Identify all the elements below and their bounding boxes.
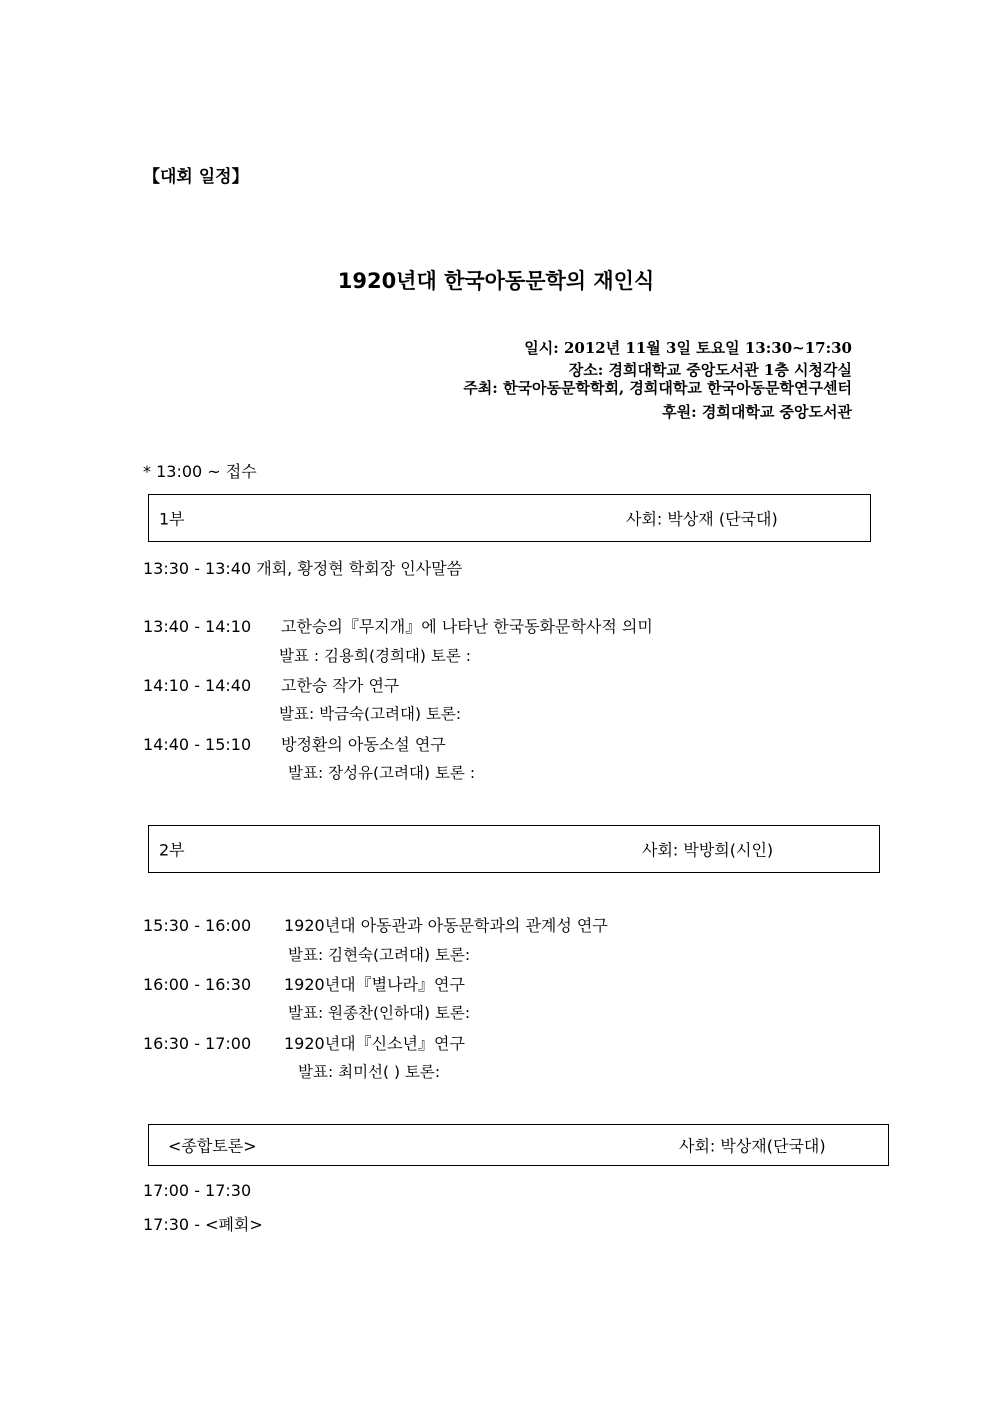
schedule-time: 15:30 - 16:00	[143, 916, 252, 935]
event-venue: 장소: 경희대학교 중앙도서관 1층 시청각실	[568, 361, 852, 379]
schedule-title: 1920년대『별나라』연구	[284, 975, 465, 994]
schedule-title: 방정환의 아동소설 연구	[281, 735, 446, 754]
schedule-title: 1920년대 아동관과 아동문학과의 관계성 연구	[284, 916, 608, 935]
schedule-item	[143, 614, 653, 637]
schedule-time: 13:30 - 13:40	[143, 559, 252, 578]
schedule-time: 13:40 - 14:10	[143, 617, 252, 636]
event-host: 주최: 한국아동문학학회, 경희대학교 한국아동문학연구센터	[463, 379, 852, 397]
part2-label: 2부	[159, 840, 185, 860]
schedule-item	[143, 1031, 465, 1054]
schedule-time: 14:40 - 15:10	[143, 735, 252, 754]
schedule-detail: 발표: 원종찬(인하대) 토론:	[288, 1004, 471, 1022]
schedule-item	[143, 913, 608, 936]
schedule-title: 고한승의『무지개』에 나타난 한국동화문학사적 의미	[281, 617, 653, 636]
schedule-item	[143, 972, 465, 995]
schedule-title: <폐회>	[205, 1215, 263, 1234]
schedule-title: 1920년대『신소년』연구	[284, 1034, 465, 1053]
schedule-time: 17:30 -	[143, 1215, 200, 1234]
schedule-detail: 발표: 장성유(고려대) 토론 :	[288, 764, 476, 782]
event-sponsor: 후원: 경희대학교 중앙도서관	[662, 403, 852, 421]
section-heading: 【대회 일정】	[143, 167, 249, 187]
registration-line: * 13:00 ~ 접수	[143, 462, 257, 481]
schedule-time: 14:10 - 14:40	[143, 676, 252, 695]
schedule-item	[143, 1212, 263, 1235]
event-date: 일시: 2012년 11월 3일 토요일 13:30~17:30	[524, 339, 852, 357]
discussion-header-box	[148, 1124, 889, 1166]
schedule-detail: 발표: 최미선( ) 토론:	[298, 1063, 441, 1081]
page-title: 1920년대 한국아동문학의 재인식	[337, 269, 655, 293]
schedule-title: 고한승 작가 연구	[281, 676, 400, 695]
discussion-label: <종합토론>	[168, 1136, 257, 1156]
part1-label: 1부	[159, 509, 185, 529]
discussion-moderator: 사회: 박상재(단국대)	[679, 1136, 826, 1156]
part2-moderator: 사회: 박방희(시인)	[642, 840, 774, 860]
schedule-item	[143, 673, 399, 696]
schedule-title: 개회, 황정현 학회장 인사말씀	[256, 559, 463, 578]
schedule-time: 16:30 - 17:00	[143, 1034, 252, 1053]
part1-moderator: 사회: 박상재 (단국대)	[626, 509, 778, 529]
schedule-detail: 발표 : 김용희(경희대) 토론 :	[279, 647, 471, 665]
part2-header-box	[148, 825, 880, 873]
schedule-item	[143, 1181, 251, 1200]
schedule-time: 16:00 - 16:30	[143, 975, 252, 994]
schedule-time: 17:00 - 17:30	[143, 1181, 252, 1200]
schedule-detail: 발표: 김현숙(고려대) 토론:	[288, 946, 471, 964]
schedule-item	[143, 732, 446, 755]
schedule-item	[143, 556, 462, 579]
part1-header-box	[148, 494, 871, 542]
schedule-detail: 발표: 박금숙(고려대) 토론:	[279, 705, 462, 723]
